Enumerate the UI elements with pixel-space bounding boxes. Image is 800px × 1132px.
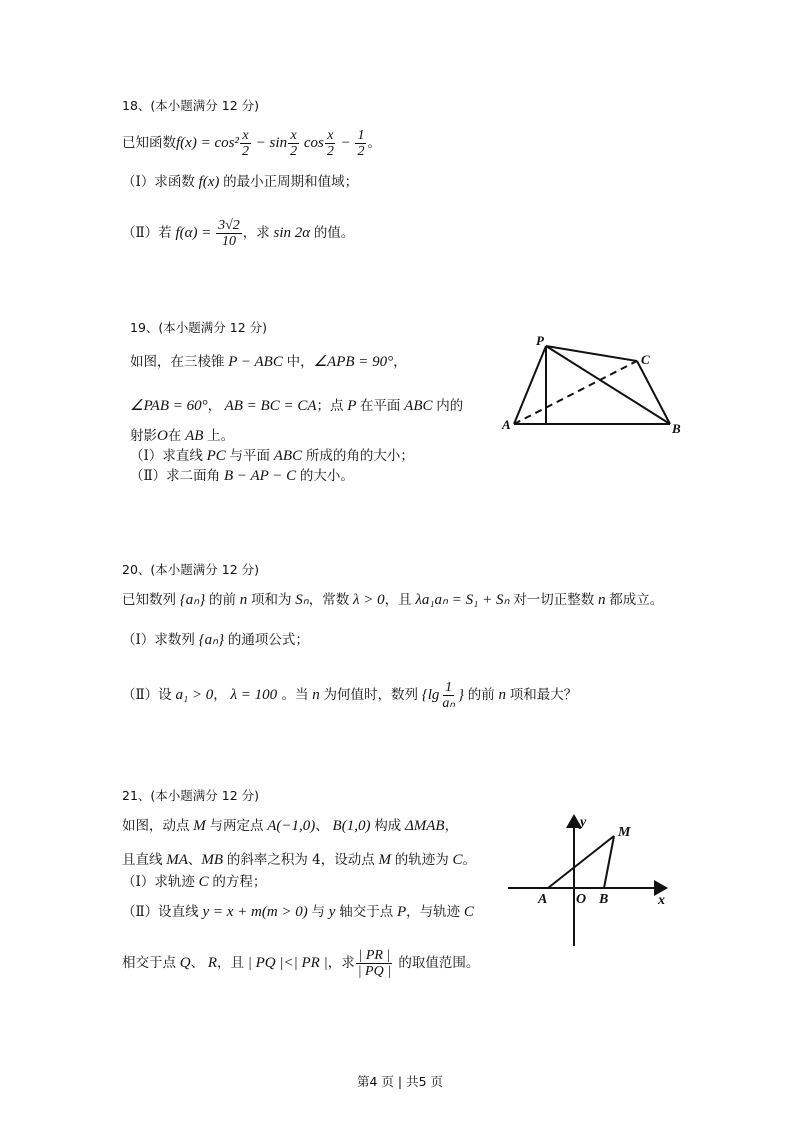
- q18-frac-2: $\frac{x}{2}$: [290, 128, 298, 159]
- q18-part1: （Ⅰ）求函数 f(x) 的最小正周期和值域；: [122, 174, 359, 190]
- q21-frac: $\frac{| PR |}{| PQ |}$: [357, 948, 392, 979]
- q18-frac-4: $\frac{1}{2}$: [357, 128, 365, 159]
- line-MA: [548, 836, 614, 888]
- q19-part1: （Ⅰ）求直线 PC 与平面 ABC 所成的角的大小；: [130, 448, 414, 464]
- label-x: x: [658, 893, 665, 908]
- q18-header: 18、(本小题满分 12 分): [122, 98, 260, 113]
- q21-line1: 如图，动点 M 与两定点 A(−1,0)、 B(1,0) 构成 ΔMAB，: [122, 818, 459, 834]
- q19-header: 19、(本小题满分 12 分): [130, 320, 268, 335]
- q21-part1: （Ⅰ）求轨迹 C 的方程；: [122, 874, 267, 890]
- label-A: A: [502, 417, 511, 432]
- q19-line1: 如图，在三棱锥 P − ABC 中，∠APB = 90°，: [130, 354, 407, 370]
- label-C: C: [641, 352, 650, 367]
- q20-stem: 已知数列 {aₙ} 的前 n 项和为 Sₙ，常数 λ > 0，且 λa₁aₙ = S₁ + Sₙ 对一切正整数 n 都成立。: [122, 592, 664, 608]
- q18-func-left: f(x) = cos²: [176, 135, 239, 151]
- label-y: y: [580, 815, 587, 830]
- label-O: O: [576, 892, 587, 907]
- q18-frac-1: $\frac{x}{2}$: [241, 128, 249, 159]
- q18-stem-prefix: 已知函数: [122, 135, 176, 151]
- q18-minus-sin: − sin: [251, 135, 288, 151]
- label-B: B: [672, 421, 681, 436]
- q21-header: 21、(本小题满分 12 分): [122, 788, 260, 803]
- q20-part1: （Ⅰ）求数列 {aₙ} 的通项公式；: [122, 632, 309, 648]
- q19-line2: ∠PAB = 60°， AB = BC = CA；点 P 在平面 ABC 内的: [130, 398, 464, 414]
- q18-minus: −: [336, 135, 355, 151]
- q20-frac: $\frac{1}{\text{aₙ}}$: [442, 680, 455, 711]
- q18-cos: cos: [300, 135, 324, 151]
- q21-part2: （Ⅱ）设直线 y = x + m(m > 0) 与 y 轴交于点 P，与轨迹 C: [122, 904, 474, 920]
- q18-stem: [122, 128, 381, 159]
- q21-line2: 且直线 MA、MB 的斜率之积为 4，设动点 M 的轨迹为 C。: [122, 852, 476, 868]
- q18-stem-end: 。: [367, 135, 381, 151]
- page-footer: 第4 页 | 共5 页: [356, 1074, 443, 1089]
- label-A: A: [538, 892, 548, 907]
- q20-header: 20、(本小题满分 12 分): [122, 562, 260, 577]
- q21-coordinate-diagram: [500, 808, 680, 950]
- edge-PA: [514, 346, 546, 424]
- q18-part2-frac: $\frac{3√2}{10}$: [218, 218, 240, 249]
- q21-line4: 相交于点 Q、 R，且 | PQ |<| PR |，求 $\frac{| PR |}{| PQ |}$ 的取值范围。: [122, 948, 480, 979]
- label-P: P: [536, 333, 544, 348]
- q19-line3: 射影O在 AB 上。: [130, 428, 235, 444]
- label-M: M: [618, 825, 631, 840]
- edge-PB: [546, 346, 670, 424]
- q19-part2: （Ⅱ）求二面角 B − AP − C 的大小。: [130, 468, 354, 484]
- label-B: B: [599, 892, 609, 907]
- q18-part2: （Ⅱ）若 f(α) = $\frac{3√2}{10}$ ，求 sin 2α 的值。: [122, 218, 355, 249]
- q19-pyramid-diagram: [500, 332, 690, 440]
- q18-frac-3: $\frac{x}{2}$: [326, 128, 334, 159]
- q20-part2: （Ⅱ）设 a₁ > 0， λ = 100 。当 n 为何值时，数列 {lg $\frac{1}{\text{aₙ}}$ } 的前 n 项和最大？: [122, 680, 578, 711]
